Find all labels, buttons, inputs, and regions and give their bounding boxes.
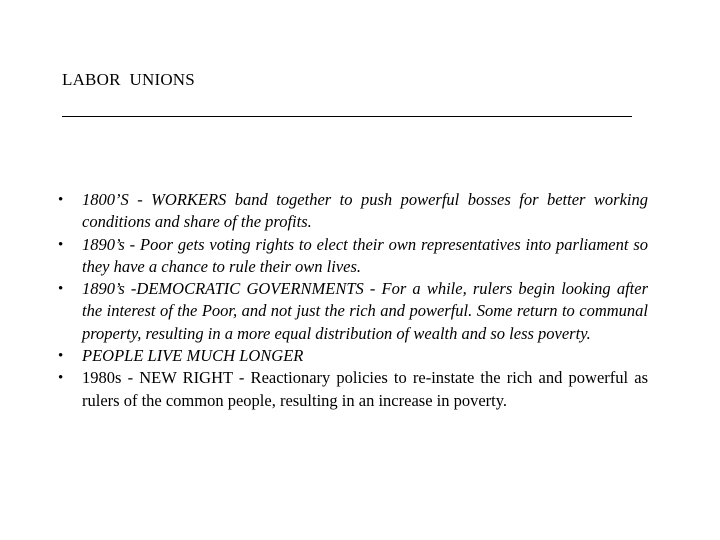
bullet-item (50, 278, 648, 345)
bullet-item (50, 189, 648, 234)
title-underline (62, 116, 632, 117)
bullet-text: 1890’s - Poor gets voting rights to elect their own representatives into parliament so they have a chance to rule their own lives. (82, 234, 648, 276)
bullet-list (50, 189, 648, 412)
bullet-text: 1800’S - WORKERS band together to push powerful bosses for better working conditions and share of the profits. (82, 190, 648, 232)
bullet-icon: • (58, 281, 64, 298)
bullet-icon: • (58, 236, 64, 253)
bullet-icon: • (58, 192, 64, 208)
bullet-icon: • (58, 370, 64, 387)
bullet-icon: • (58, 348, 64, 365)
slide-title: LABOR UNIONS (62, 70, 195, 89)
bullet-text: PEOPLE LIVE MUCH LONGER (82, 346, 304, 366)
bullet-item (50, 367, 648, 412)
bullet-text: 1980s - NEW RIGHT - Reactionary policies to re-instate the rich and powerful as rulers of the common people, resulting in an increase in poverty. (82, 368, 648, 410)
bullet-item (50, 234, 648, 279)
bullet-item (50, 345, 648, 367)
bullet-text: 1890’s -DEMOCRATIC GOVERNMENTS - For a while, rulers begin looking after the interest of the Poor, and not just the rich and powerful. Some return to communal property, resulting in a more equal distribution of wealth and so less poverty. (82, 279, 648, 343)
